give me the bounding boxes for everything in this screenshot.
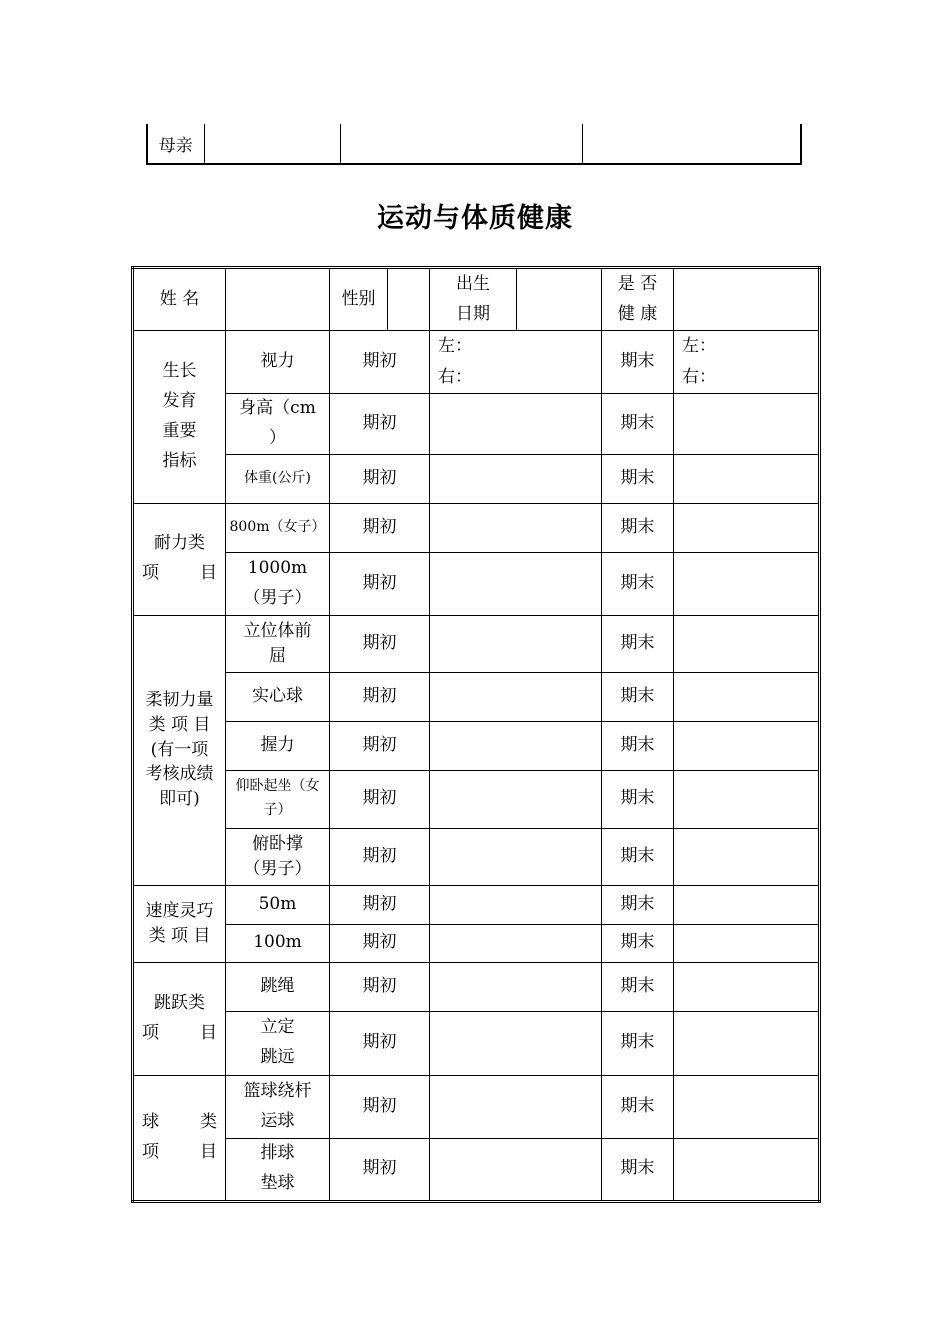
pushup-end-value[interactable] bbox=[674, 828, 820, 885]
situp-start-value[interactable] bbox=[430, 770, 602, 828]
sitreach-end-label: 期末 bbox=[602, 615, 674, 672]
run1000-row bbox=[133, 552, 820, 615]
name-value[interactable] bbox=[226, 268, 330, 331]
gender-value[interactable] bbox=[388, 268, 430, 331]
pushup-start-label: 期初 bbox=[330, 828, 430, 885]
medball-row bbox=[133, 672, 820, 721]
height-start-label: 期初 bbox=[330, 394, 430, 455]
item-m50: 50m bbox=[226, 885, 330, 924]
group-growth: 生长 发育 重要 指标 bbox=[133, 331, 226, 504]
vision-end-label: 期末 bbox=[602, 331, 674, 394]
run1000-end-label: 期末 bbox=[602, 552, 674, 615]
longjump-end-label: 期末 bbox=[602, 1011, 674, 1075]
run800-start-label: 期初 bbox=[330, 503, 430, 552]
mother-cell-1[interactable] bbox=[204, 124, 340, 164]
item-m100: 100m bbox=[226, 924, 330, 962]
medball-end-value[interactable] bbox=[674, 672, 820, 721]
m50-start-label: 期初 bbox=[330, 885, 430, 924]
grip-end-value[interactable] bbox=[674, 721, 820, 770]
group-flex: 柔韧力量 类 项 目 (有一项 考核成绩 即可) bbox=[133, 615, 226, 885]
item-run800: 800m（女子） bbox=[226, 503, 330, 552]
height-start-value[interactable] bbox=[430, 394, 602, 455]
situp-end-label: 期末 bbox=[602, 770, 674, 828]
medball-start-value[interactable] bbox=[430, 672, 602, 721]
mother-label: 母亲 bbox=[147, 124, 204, 164]
grip-start-label: 期初 bbox=[330, 721, 430, 770]
gender-label: 性别 bbox=[330, 268, 388, 331]
item-rope: 跳绳 bbox=[226, 962, 330, 1011]
basket-start-label: 期初 bbox=[330, 1075, 430, 1138]
weight-start-value[interactable] bbox=[430, 454, 602, 503]
header-row bbox=[133, 268, 820, 331]
run1000-start-label: 期初 bbox=[330, 552, 430, 615]
item-situp: 仰卧起坐（女 子） bbox=[226, 770, 330, 828]
volley-end-label: 期末 bbox=[602, 1138, 674, 1201]
group-jump: 跳跃类 项 目 bbox=[133, 962, 226, 1075]
situp-start-label: 期初 bbox=[330, 770, 430, 828]
healthy-value[interactable] bbox=[674, 268, 820, 331]
parent-info-table bbox=[146, 124, 802, 165]
item-longjump: 立定 跳远 bbox=[226, 1011, 330, 1075]
run800-start-value[interactable] bbox=[430, 503, 602, 552]
m50-start-value[interactable] bbox=[430, 885, 602, 924]
m50-row bbox=[133, 885, 820, 924]
volley-end-value[interactable] bbox=[674, 1138, 820, 1201]
run800-row bbox=[133, 503, 820, 552]
group-ball: 球 类 项 目 bbox=[133, 1075, 226, 1201]
item-volley: 排球 垫球 bbox=[226, 1138, 330, 1201]
m100-end-value[interactable] bbox=[674, 924, 820, 962]
medball-start-label: 期初 bbox=[330, 672, 430, 721]
run1000-end-value[interactable] bbox=[674, 552, 820, 615]
item-grip: 握力 bbox=[226, 721, 330, 770]
basket-end-label: 期末 bbox=[602, 1075, 674, 1138]
name-label: 姓 名 bbox=[133, 268, 226, 331]
rope-start-value[interactable] bbox=[430, 962, 602, 1011]
grip-row bbox=[133, 721, 820, 770]
volley-row bbox=[133, 1138, 820, 1201]
item-vision: 视力 bbox=[226, 331, 330, 394]
birth-value[interactable] bbox=[517, 268, 602, 331]
item-run1000: 1000m （男子） bbox=[226, 552, 330, 615]
item-basket: 篮球绕杆 运球 bbox=[226, 1075, 330, 1138]
mother-cell-3[interactable] bbox=[582, 124, 801, 164]
basket-start-value[interactable] bbox=[430, 1075, 602, 1138]
item-pushup: 俯卧撑 （男子） bbox=[226, 828, 330, 885]
rope-start-label: 期初 bbox=[330, 962, 430, 1011]
volley-start-label: 期初 bbox=[330, 1138, 430, 1201]
group-endurance: 耐力类 项 目 bbox=[133, 503, 226, 615]
m50-end-label: 期末 bbox=[602, 885, 674, 924]
weight-start-label: 期初 bbox=[330, 454, 430, 503]
situp-end-value[interactable] bbox=[674, 770, 820, 828]
birth-label: 出生 日期 bbox=[430, 268, 517, 331]
vision-start-label: 期初 bbox=[330, 331, 430, 394]
pushup-row bbox=[133, 828, 820, 885]
situp-row bbox=[133, 770, 820, 828]
basket-end-value[interactable] bbox=[674, 1075, 820, 1138]
item-sitreach: 立位体前 屈 bbox=[226, 615, 330, 672]
grip-start-value[interactable] bbox=[430, 721, 602, 770]
longjump-start-value[interactable] bbox=[430, 1011, 602, 1075]
medball-end-label: 期末 bbox=[602, 672, 674, 721]
rope-row bbox=[133, 962, 820, 1011]
weight-end-label: 期末 bbox=[602, 454, 674, 503]
m100-start-value[interactable] bbox=[430, 924, 602, 962]
m100-start-label: 期初 bbox=[330, 924, 430, 962]
page-title: 运动与体质健康 bbox=[377, 203, 573, 234]
item-weight: 体重(公斤) bbox=[226, 454, 330, 503]
rope-end-label: 期末 bbox=[602, 962, 674, 1011]
height-row bbox=[133, 394, 820, 455]
group-speed: 速度灵巧 类 项 目 bbox=[133, 885, 226, 962]
pushup-end-label: 期末 bbox=[602, 828, 674, 885]
mother-row bbox=[147, 124, 801, 164]
longjump-row bbox=[133, 1011, 820, 1075]
longjump-end-value[interactable] bbox=[674, 1011, 820, 1075]
m100-row bbox=[133, 924, 820, 962]
m50-end-value[interactable] bbox=[674, 885, 820, 924]
volley-start-value[interactable] bbox=[430, 1138, 602, 1201]
weight-end-value[interactable] bbox=[674, 454, 820, 503]
sitreach-end-value[interactable] bbox=[674, 615, 820, 672]
run800-end-label: 期末 bbox=[602, 503, 674, 552]
basket-row bbox=[133, 1075, 820, 1138]
mother-cell-2[interactable] bbox=[340, 124, 582, 164]
height-end-value[interactable] bbox=[674, 394, 820, 455]
height-end-label: 期末 bbox=[602, 394, 674, 455]
sitreach-start-value[interactable] bbox=[430, 615, 602, 672]
healthy-label: 是 否 健 康 bbox=[602, 268, 674, 331]
rope-end-value[interactable] bbox=[674, 962, 820, 1011]
pushup-start-value[interactable] bbox=[430, 828, 602, 885]
fitness-table bbox=[131, 266, 821, 1203]
run1000-start-value[interactable] bbox=[430, 552, 602, 615]
run800-end-value[interactable] bbox=[674, 503, 820, 552]
weight-row bbox=[133, 454, 820, 503]
m100-end-label: 期末 bbox=[602, 924, 674, 962]
vision-start-value[interactable]: 左： 右： bbox=[430, 331, 602, 394]
vision-end-value[interactable]: 左： 右： bbox=[674, 331, 820, 394]
sitreach-row bbox=[133, 615, 820, 672]
vision-row bbox=[133, 331, 820, 394]
longjump-start-label: 期初 bbox=[330, 1011, 430, 1075]
item-medball: 实心球 bbox=[226, 672, 330, 721]
sitreach-start-label: 期初 bbox=[330, 615, 430, 672]
grip-end-label: 期末 bbox=[602, 721, 674, 770]
item-height: 身高（cm ） bbox=[226, 394, 330, 455]
